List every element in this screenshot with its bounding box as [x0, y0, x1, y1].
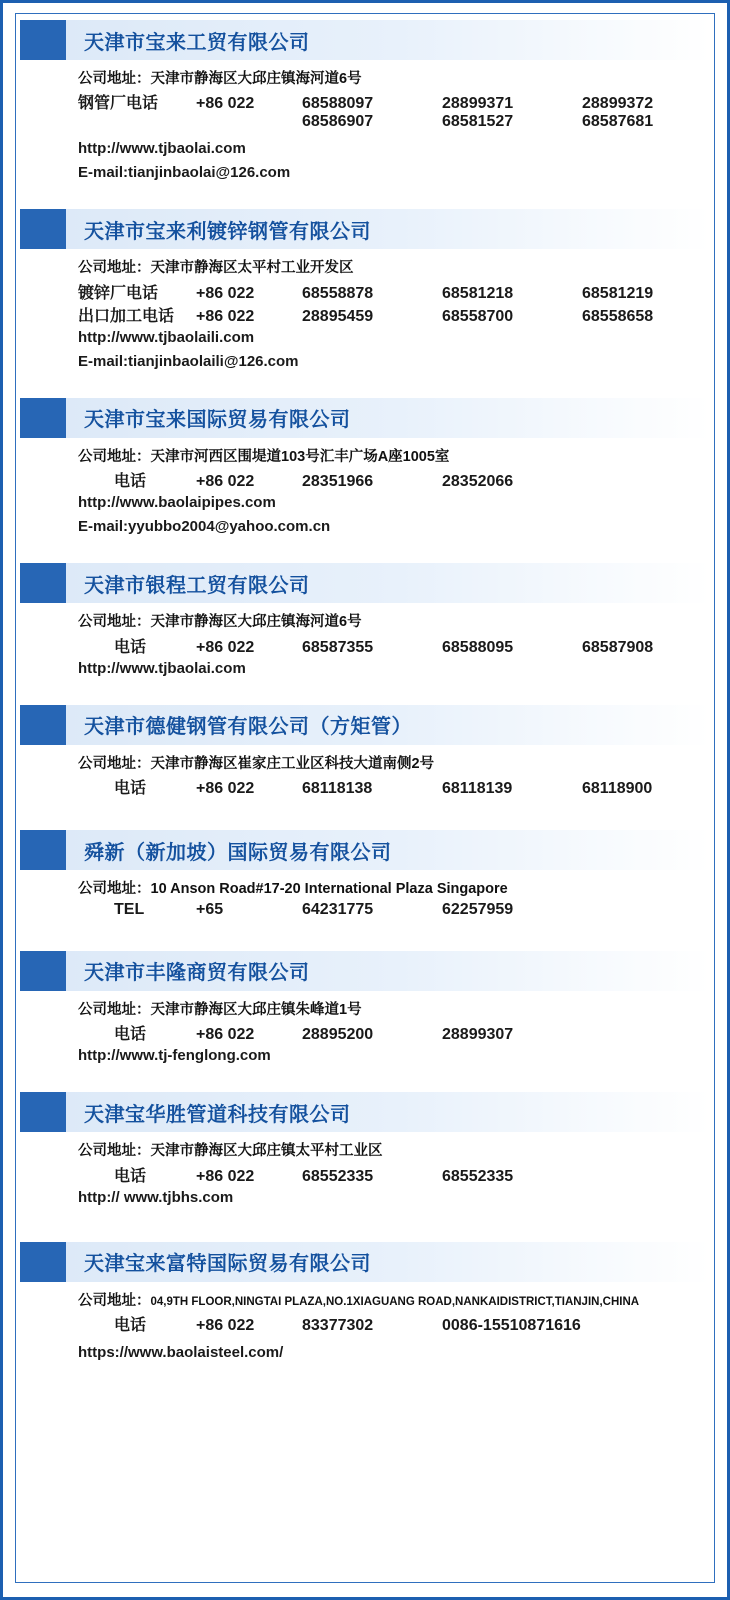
spacer	[20, 1078, 710, 1092]
address-label: 公司地址：	[78, 1143, 151, 1160]
address-value: 天津市静海区崔家庄工业区科技大道南侧2号	[150, 755, 435, 772]
website-link[interactable]: http://www.tj-fenglong.com	[78, 1047, 271, 1065]
company-header	[20, 1242, 710, 1282]
spacer	[20, 384, 710, 398]
phone-number: 28899371	[442, 95, 514, 113]
company-name: 天津市宝来国际贸易有限公司	[84, 409, 351, 432]
address-line	[20, 878, 710, 900]
spacer	[20, 929, 710, 951]
phone-row	[20, 1312, 710, 1335]
spacer	[20, 195, 710, 209]
address-value: 10 Anson Road#17-20 International Plaza Singapore	[150, 881, 508, 898]
accent-bar	[20, 209, 66, 249]
address-line	[20, 753, 710, 775]
address-label: 公司地址：	[78, 260, 151, 277]
company-header	[20, 20, 710, 60]
company-block	[20, 951, 710, 1072]
phone-number: 28895459	[302, 307, 374, 325]
phone-row	[20, 1021, 710, 1044]
phone-number: 68586907	[302, 113, 374, 131]
company-details	[20, 249, 710, 377]
company-name: 天津市银程工贸有限公司	[84, 574, 310, 597]
accent-bar	[20, 20, 66, 60]
address-value: 天津市河西区围堤道103号汇丰广场A座1005室	[150, 448, 450, 465]
address-label: 公司地址：	[78, 881, 151, 898]
spacer	[20, 1220, 710, 1242]
phone-row	[20, 1163, 710, 1186]
company-name: 天津市宝来工贸有限公司	[84, 31, 310, 54]
address-label: 公司地址：	[78, 71, 151, 87]
phone-row	[20, 775, 710, 798]
company-block	[20, 1092, 710, 1213]
company-name: 天津市宝来利镀锌钢管有限公司	[84, 220, 371, 243]
address-value: 天津市静海区大邱庄镇朱峰道1号	[150, 1001, 362, 1018]
company-header	[20, 563, 710, 603]
company-header	[20, 830, 710, 870]
address-value: 天津市静海区大邱庄镇海河道6号	[150, 614, 362, 631]
phone-number: 28899307	[442, 1026, 514, 1044]
phone-number: 28895200	[302, 1026, 374, 1044]
phone-number: 28351966	[302, 473, 374, 491]
spacer	[20, 549, 710, 563]
phone-number: 64231775	[302, 900, 374, 918]
country-code: +86 022	[196, 95, 255, 113]
phone-row	[20, 901, 710, 919]
phone-row	[20, 90, 710, 113]
phone-label: 出口加工电话	[78, 307, 175, 325]
country-code: +86 022	[196, 284, 255, 302]
phone-number: 68581527	[442, 113, 514, 131]
phone-label: 电话	[114, 780, 147, 798]
company-name: 天津市丰隆商贸有限公司	[84, 962, 310, 985]
company-header	[20, 1092, 710, 1132]
phone-number: 68587355	[302, 638, 374, 656]
company-block	[20, 830, 710, 922]
company-name: 天津宝来富特国际贸易有限公司	[84, 1253, 371, 1276]
address-line	[20, 1290, 710, 1312]
address-line	[20, 1140, 710, 1162]
company-details	[20, 438, 710, 543]
accent-bar	[20, 1242, 66, 1282]
phone-number: 68581219	[582, 284, 654, 302]
phone-row	[20, 634, 710, 657]
website-link[interactable]: http:// www.tjbhs.com	[78, 1188, 234, 1206]
company-name: 天津宝华胜管道科技有限公司	[84, 1103, 351, 1126]
phone-number: 68118138	[302, 780, 373, 798]
spacer	[20, 808, 710, 830]
accent-bar	[20, 705, 66, 745]
phone-label: 电话	[114, 1317, 147, 1335]
website-link[interactable]: http://www.tjbaolai.com	[78, 659, 246, 677]
phone-number: 68552335	[442, 1167, 514, 1185]
website-link[interactable]: http://www.tjbaolaili.com	[78, 328, 255, 346]
address-label: 公司地址：	[78, 448, 151, 465]
company-details	[20, 991, 710, 1072]
country-code: +86 022	[196, 638, 255, 656]
address-label: 公司地址：	[78, 614, 151, 631]
phone-number: 68587681	[582, 113, 654, 131]
company-block	[20, 705, 710, 802]
phone-number: 68581218	[442, 284, 514, 302]
country-code: +86 022	[196, 473, 255, 491]
company-block	[20, 1242, 710, 1369]
phone-number: 68558658	[582, 307, 654, 325]
spacer	[20, 691, 710, 705]
phone-row	[20, 113, 710, 131]
company-block	[20, 20, 710, 189]
company-block	[20, 398, 710, 543]
address-value: 天津市静海区大邱庄镇海河道6号	[150, 71, 362, 87]
accent-bar	[20, 398, 66, 438]
phone-number: 68588095	[442, 638, 514, 656]
address-value: 天津市静海区大邱庄镇太平村工业区	[150, 1143, 383, 1160]
accent-bar	[20, 951, 66, 991]
phone-number: 68118139	[442, 780, 513, 798]
company-details	[20, 1132, 710, 1213]
phone-label: TEL	[114, 900, 145, 918]
phone-label: 电话	[114, 473, 147, 491]
phone-number: 68558700	[442, 307, 514, 325]
phone-number: 68558878	[302, 284, 374, 302]
company-name: 舜新（新加坡）国际贸易有限公司	[84, 841, 392, 864]
company-details	[20, 745, 710, 802]
email-line[interactable]: E-mail:tianjinbaolaili@126.com	[78, 352, 299, 370]
document-inner-frame	[15, 13, 715, 1583]
phone-row	[20, 280, 710, 303]
website-link[interactable]: https://www.baolaisteel.com/	[78, 1344, 284, 1362]
address-line	[20, 446, 710, 468]
phone-number: 0086-15510871616	[442, 1317, 581, 1335]
country-code: +86 022	[196, 1317, 255, 1335]
company-name: 天津市德健钢管有限公司（方矩管）	[84, 716, 412, 739]
company-block	[20, 563, 710, 684]
company-details	[20, 603, 710, 684]
accent-bar	[20, 830, 66, 870]
phone-number: 28899372	[582, 95, 654, 113]
email-line[interactable]: E-mail:tianjinbaolai@126.com	[78, 164, 291, 182]
phone-row	[20, 303, 710, 326]
country-code: +86 022	[196, 1026, 255, 1044]
phone-number: 68587908	[582, 638, 654, 656]
address-label: 公司地址：	[78, 1292, 151, 1309]
address-line	[20, 257, 710, 279]
address-line	[20, 999, 710, 1021]
website-link[interactable]: http://www.tjbaolai.com	[78, 140, 246, 158]
phone-number: 68588097	[302, 95, 374, 113]
company-block	[20, 209, 710, 377]
address-label: 公司地址：	[78, 1001, 151, 1018]
address-line	[20, 68, 710, 90]
email-line[interactable]: E-mail:yyubbo2004@yahoo.com.cn	[78, 518, 331, 536]
phone-label: 电话	[114, 1167, 147, 1185]
company-header	[20, 951, 710, 991]
address-line	[20, 611, 710, 633]
country-code: +86 022	[196, 1167, 255, 1185]
phone-number: 68552335	[302, 1167, 374, 1185]
accent-bar	[20, 1092, 66, 1132]
phone-row	[20, 468, 710, 491]
company-header	[20, 398, 710, 438]
address-label: 公司地址：	[78, 755, 151, 772]
phone-label: 钢管厂电话	[78, 95, 159, 113]
phone-label: 电话	[114, 638, 147, 656]
phone-label: 电话	[114, 1026, 147, 1044]
phone-label: 镀锌厂电话	[78, 284, 159, 302]
company-details	[20, 60, 710, 189]
address-value: 04,9TH FLOOR,NINGTAI PLAZA,NO.1XIAGUANG ROAD,NANKAIDISTRICT,TIANJIN,CHINA	[150, 1295, 640, 1308]
phone-number: 68118900	[582, 780, 653, 798]
website-link[interactable]: http://www.baolaipipes.com	[78, 494, 276, 512]
country-code: +86 022	[196, 307, 255, 325]
country-code: +65	[196, 900, 224, 918]
accent-bar	[20, 563, 66, 603]
phone-number: 62257959	[442, 900, 514, 918]
company-header	[20, 705, 710, 745]
address-value: 天津市静海区太平村工业开发区	[150, 260, 354, 277]
company-details	[20, 1282, 710, 1369]
company-header	[20, 209, 710, 249]
phone-number: 83377302	[302, 1317, 374, 1335]
company-details	[20, 870, 710, 922]
phone-number: 28352066	[442, 473, 514, 491]
country-code: +86 022	[196, 780, 255, 798]
